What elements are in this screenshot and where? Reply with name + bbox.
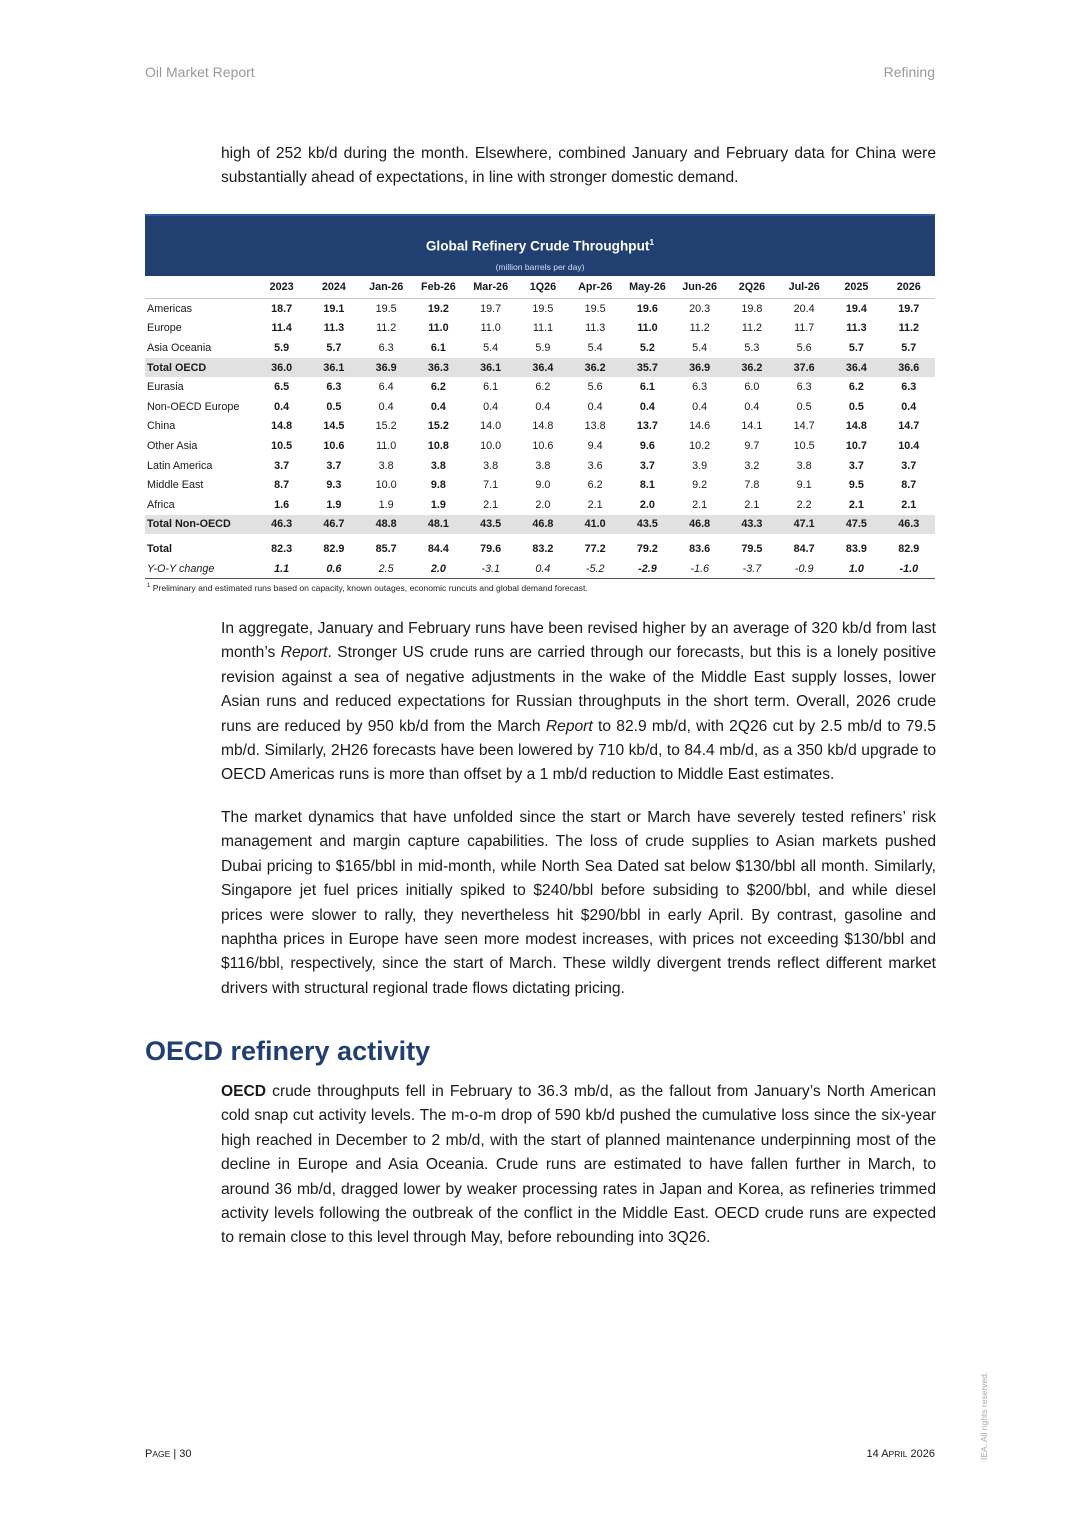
- table-cell: 77.2: [584, 542, 606, 555]
- table-cell: 2.0: [412, 559, 464, 579]
- table-cell: 36.3: [412, 358, 464, 378]
- table-cell: 2.2: [796, 498, 812, 511]
- table-cell: 9.5: [848, 479, 864, 492]
- table-header-row: [145, 276, 935, 299]
- table-cell: 46.7: [308, 515, 360, 535]
- table-cell: 84.4: [427, 542, 449, 555]
- table-row: [145, 495, 935, 515]
- table-cell: 5.6: [796, 341, 812, 354]
- column-header: Jul-26: [778, 276, 830, 299]
- table-cell: 0.4: [517, 559, 569, 579]
- table-cell: 0.4: [274, 400, 290, 413]
- table-cell: 19.7: [480, 302, 502, 315]
- oecd-activity-paragraph: OECD crude throughputs fell in February to 36.3 mb/d, as the fallout from January’s North American cold snap cut activity levels. The m-o-m drop of 590 kb/d pushed the cumulative loss since the six-year high reached in December to 2 mb/d, with the start of planned maintenance underpinning most of the decline in Europe and Asia Oceania. Crude runs are estimated to have fallen further in March, to around 36 mb/d, dragged lower by weaker processing rates in Japan and Korea, as refineries trimmed activity levels following the outbreak of the conflict in the Middle East. OECD crude runs are expected to remain close to this level through May, before rebounding into 3Q26.: [221, 1083, 936, 1247]
- table-cell: 14.7: [793, 420, 815, 433]
- table-cell: 0.4: [430, 400, 446, 413]
- table-cell: 13.7: [636, 420, 658, 433]
- table-cell: 83.6: [689, 542, 711, 555]
- column-header: Apr-26: [569, 276, 621, 299]
- row-label: Total: [147, 542, 172, 555]
- report-date: 14 APRIL 2026: [866, 1448, 935, 1460]
- row-label: Total Non-OECD: [145, 515, 256, 535]
- table-cell: 0.4: [378, 400, 394, 413]
- table-cell: 6.1: [430, 341, 446, 354]
- row-label: Total OECD: [145, 358, 256, 378]
- column-header: May-26: [621, 276, 673, 299]
- table-cell: 1.1: [256, 559, 308, 579]
- table-cell: 36.2: [726, 358, 778, 378]
- table-cell: 2.1: [483, 498, 499, 511]
- table-row: [145, 515, 935, 535]
- table-cell: 47.1: [778, 515, 830, 535]
- table-cell: 14.1: [741, 420, 763, 433]
- table-row: [145, 358, 935, 378]
- table-cell: 5.7: [326, 341, 342, 354]
- table-cell: 1.9: [326, 498, 342, 511]
- aggregate-paragraph: In aggregate, January and February runs have been revised higher by an average of 320 kb/d from last month’s Report. Stronger US crude runs are carried through our forecasts, but this is a lonely positive revision against a sea of negative adjustments in the wake of the Middle East supply losses, lower Asian runs and reduced expectations for Russian throughputs in the short term. Overall, 2026 crude runs are reduced by 950 kb/d from the March Report to 82.9 mb/d, with 2Q26 cut by 2.5 mb/d to 79.5 mb/d. Similarly, 2H26 forecasts have been lowered by 710 kb/d, to 84.4 mb/d, as a 350 kb/d upgrade to OECD Americas runs is more than offset by a 1 mb/d reduction to Middle East estimates.: [221, 620, 936, 784]
- table-cell: 11.0: [637, 322, 658, 335]
- table-cell: 10.0: [375, 479, 397, 492]
- table-cell: 19.5: [584, 302, 606, 315]
- table-cell: 46.8: [674, 515, 726, 535]
- table-cell: 11.3: [846, 322, 867, 335]
- column-header: 2024: [308, 276, 360, 299]
- table-cell: 79.5: [741, 542, 763, 555]
- throughput-data-table: [145, 276, 935, 579]
- table-cell: 15.2: [427, 420, 449, 433]
- table-cell: 79.2: [636, 542, 658, 555]
- table-cell: -3.1: [465, 559, 517, 579]
- table-cell: 11.2: [689, 322, 710, 335]
- table-cell: 36.9: [674, 358, 726, 378]
- table-cell: 46.3: [883, 515, 935, 535]
- table-cell: 82.9: [898, 542, 920, 555]
- column-header: Jan-26: [360, 276, 412, 299]
- page-number: PAGE | 30: [145, 1448, 192, 1460]
- table-cell: 3.6: [587, 459, 603, 472]
- table-cell: 9.0: [535, 479, 551, 492]
- table-cell: 7.1: [483, 479, 499, 492]
- table-cell: 9.8: [430, 479, 446, 492]
- table-cell: 3.7: [274, 459, 290, 472]
- table-cell: 5.9: [274, 341, 290, 354]
- table-cell: 5.3: [744, 341, 760, 354]
- table-cell: 0.4: [901, 400, 917, 413]
- table-cell: -1.0: [883, 559, 935, 579]
- column-header: 2023: [256, 276, 308, 299]
- table-cell: 11.0: [428, 322, 449, 335]
- table-cell: 85.7: [375, 542, 397, 555]
- column-header: 2Q26: [726, 276, 778, 299]
- table-row: [145, 299, 935, 319]
- table-cell: 3.7: [848, 459, 864, 472]
- table-cell: 11.3: [585, 322, 606, 335]
- table-cell: 11.2: [376, 322, 397, 335]
- table-cell: 9.2: [692, 479, 708, 492]
- table-cell: 6.2: [535, 381, 551, 394]
- table-cell: 10.5: [793, 439, 815, 452]
- table-cell: 19.7: [898, 302, 920, 315]
- table-cell: 19.5: [375, 302, 397, 315]
- table-cell: 10.7: [845, 439, 867, 452]
- table-cell: 6.3: [692, 381, 708, 394]
- table-cell: 9.1: [796, 479, 812, 492]
- table-cell: 20.4: [793, 302, 815, 315]
- row-label: Europe: [147, 322, 182, 335]
- table-cell: 3.8: [378, 459, 394, 472]
- table-cell: 37.6: [778, 358, 830, 378]
- table-cell: -0.9: [778, 559, 830, 579]
- table-cell: 36.6: [883, 358, 935, 378]
- table-row: [145, 338, 935, 358]
- table-cell: 83.2: [532, 542, 554, 555]
- table-cell: 1.9: [378, 498, 394, 511]
- table-cell: 14.0: [480, 420, 502, 433]
- table-cell: 9.4: [587, 439, 603, 452]
- table-cell: 19.5: [532, 302, 554, 315]
- table-cell: 6.2: [587, 479, 603, 492]
- table-cell: 3.8: [535, 459, 551, 472]
- table-row: [145, 534, 935, 559]
- refinery-throughput-table: [145, 214, 935, 593]
- table-cell: 8.1: [639, 479, 655, 492]
- table-cell: 3.8: [796, 459, 812, 472]
- table-cell: -2.9: [621, 559, 673, 579]
- table-cell: 11.7: [794, 322, 815, 335]
- table-cell: 1.0: [830, 559, 882, 579]
- table-cell: 41.0: [569, 515, 621, 535]
- table-cell: 2.5: [360, 559, 412, 579]
- row-label: Non-OECD Europe: [147, 400, 240, 413]
- section-name: Refining: [883, 64, 935, 80]
- table-cell: 8.7: [901, 479, 917, 492]
- copyright-note: IEA. All rights reserved.: [979, 1371, 989, 1460]
- table-cell: 19.6: [636, 302, 658, 315]
- table-cell: 36.0: [256, 358, 308, 378]
- table-cell: 10.5: [271, 439, 293, 452]
- table-cell: 0.4: [692, 400, 708, 413]
- table-cell: -5.2: [569, 559, 621, 579]
- table-row: [145, 559, 935, 579]
- table-cell: 19.8: [741, 302, 763, 315]
- column-header: 1Q26: [517, 276, 569, 299]
- table-cell: 2.1: [692, 498, 708, 511]
- row-label: Other Asia: [147, 439, 198, 452]
- table-cell: 36.1: [308, 358, 360, 378]
- table-cell: 3.8: [430, 459, 446, 472]
- table-cell: 6.5: [274, 381, 290, 394]
- table-cell: 19.4: [845, 302, 867, 315]
- table-cell: 5.7: [848, 341, 864, 354]
- table-row: [145, 377, 935, 397]
- table-cell: 0.5: [326, 400, 342, 413]
- table-row: [145, 319, 935, 339]
- table-cell: 83.9: [845, 542, 867, 555]
- table-cell: 3.7: [326, 459, 342, 472]
- column-header: 2025: [830, 276, 882, 299]
- table-cell: 2.1: [744, 498, 760, 511]
- table-cell: 2.0: [639, 498, 655, 511]
- table-cell: 11.2: [741, 322, 763, 335]
- table-cell: 14.7: [898, 420, 920, 433]
- table-title: Global Refinery Crude Throughput$^1$: [425, 237, 655, 254]
- row-label: China: [147, 420, 176, 433]
- table-cell: 47.5: [830, 515, 882, 535]
- table-row: [145, 475, 935, 495]
- table-cell: 36.1: [465, 358, 517, 378]
- table-cell: 36.9: [360, 358, 412, 378]
- table-cell: 46.8: [517, 515, 569, 535]
- table-cell: 3.7: [901, 459, 917, 472]
- table-cell: 3.9: [692, 459, 708, 472]
- table-cell: 13.8: [584, 420, 606, 433]
- market-dynamics-paragraph: The market dynamics that have unfolded since the start or March have severely tested refiners’ risk management and margin capture capabilities. The loss of crude supplies to Asian markets pushed Dubai pricing to $165/bbl in mid-month, while North Sea Dated sat below $130/bbl all month. Similarly, Singapore jet fuel prices initially spiked to $240/bbl before subsiding to $200/bbl, and while diesel prices were slower to rally, they nevertheless hit $290/bbl in early April. By contrast, gasoline and naphtha prices in Europe have seen more modest increases, with prices not exceeding $130/bbl and $116/bbl, respectively, since the start of March. These wildly divergent trends reflect different market drivers with structural regional trade flows dictating pricing.: [221, 809, 936, 997]
- table-cell: 5.4: [692, 341, 708, 354]
- table-row: [145, 436, 935, 456]
- table-cell: 14.8: [532, 420, 554, 433]
- table-cell: 15.2: [375, 420, 397, 433]
- table-cell: 14.6: [689, 420, 711, 433]
- table-cell: 11.0: [480, 322, 501, 335]
- table-cell: 0.4: [587, 400, 603, 413]
- table-cell: 0.4: [535, 400, 551, 413]
- table-cell: 10.2: [689, 439, 711, 452]
- table-cell: 82.3: [271, 542, 293, 555]
- table-cell: 0.4: [639, 400, 655, 413]
- table-cell: 48.1: [412, 515, 464, 535]
- table-cell: 14.8: [271, 420, 293, 433]
- table-cell: 5.6: [587, 381, 603, 394]
- table-cell: 0.4: [483, 400, 499, 413]
- table-cell: 9.6: [639, 439, 655, 452]
- table-cell: 43.5: [465, 515, 517, 535]
- table-cell: 2.1: [587, 498, 603, 511]
- table-cell: 48.8: [360, 515, 412, 535]
- table-cell: 3.8: [483, 459, 499, 472]
- table-cell: 0.4: [744, 400, 760, 413]
- table-cell: 0.6: [308, 559, 360, 579]
- table-cell: 2.1: [901, 498, 917, 511]
- intro-paragraph: high of 252 kb/d during the month. Elsewhere, combined January and February data for China were substantially ahead of expectations, in line with stronger domestic demand.: [221, 145, 936, 187]
- row-label: Middle East: [147, 479, 204, 492]
- table-cell: 6.3: [378, 341, 394, 354]
- table-cell: 36.4: [517, 358, 569, 378]
- table-cell: 3.2: [744, 459, 760, 472]
- table-cell: 11.2: [898, 322, 919, 335]
- section-heading: OECD refinery activity: [145, 1036, 431, 1066]
- table-cell: 7.8: [744, 479, 760, 492]
- table-cell: 6.3: [901, 381, 917, 394]
- table-cell: 1.9: [430, 498, 446, 511]
- table-cell: 0.5: [848, 400, 864, 413]
- table-cell: 9.7: [744, 439, 760, 452]
- table-cell: 2.0: [535, 498, 551, 511]
- table-cell: 11.0: [376, 439, 397, 452]
- table-cell: 1.6: [274, 498, 290, 511]
- table-cell: 36.4: [830, 358, 882, 378]
- table-row: [145, 417, 935, 437]
- table-cell: 46.3: [256, 515, 308, 535]
- table-cell: 11.4: [271, 322, 292, 335]
- table-cell: 10.4: [898, 439, 920, 452]
- column-header: Feb-26: [412, 276, 464, 299]
- table-cell: 10.8: [427, 439, 449, 452]
- table-cell: 20.3: [689, 302, 711, 315]
- row-label: Latin America: [147, 459, 213, 472]
- table-cell: 11.1: [532, 322, 554, 335]
- table-cell: 2.1: [848, 498, 864, 511]
- table-cell: 10.0: [480, 439, 502, 452]
- table-cell: 43.3: [726, 515, 778, 535]
- table-cell: 79.6: [480, 542, 502, 555]
- table-cell: 10.6: [323, 439, 345, 452]
- row-label: Y-O-Y change: [145, 559, 256, 579]
- table-cell: 18.7: [271, 302, 293, 315]
- table-cell: 6.1: [639, 381, 655, 394]
- table-row: [145, 397, 935, 417]
- table-cell: 14.5: [323, 420, 345, 433]
- table-cell: 11.3: [323, 322, 345, 335]
- table-cell: 82.9: [323, 542, 345, 555]
- table-footnote: $^1$ Preliminary and estimated runs based on capacity, known outages, economic runcuts and global demand forecast.: [147, 583, 588, 594]
- table-cell: 6.0: [744, 381, 760, 394]
- table-cell: 6.2: [848, 381, 864, 394]
- row-label: Americas: [147, 302, 192, 315]
- table-cell: 5.4: [483, 341, 499, 354]
- table-row: [145, 456, 935, 476]
- table-cell: 43.5: [621, 515, 673, 535]
- table-cell: -3.7: [726, 559, 778, 579]
- table-cell: 35.7: [621, 358, 673, 378]
- table-cell: 10.6: [532, 439, 554, 452]
- row-label: Asia Oceania: [147, 341, 212, 354]
- column-header: 2026: [883, 276, 935, 299]
- table-subtitle: (million barrels per day): [495, 262, 585, 272]
- table-cell: 6.2: [430, 381, 446, 394]
- column-header: Jun-26: [674, 276, 726, 299]
- column-header: Mar-26: [465, 276, 517, 299]
- table-cell: 19.1: [323, 302, 345, 315]
- table-cell: 84.7: [793, 542, 815, 555]
- table-cell: 0.5: [796, 400, 812, 413]
- table-cell: 5.7: [901, 341, 917, 354]
- table-corner: [145, 276, 256, 299]
- table-cell: 8.7: [274, 479, 290, 492]
- table-cell: 36.2: [569, 358, 621, 378]
- table-title-footnote-marker: 1: [649, 237, 655, 247]
- table-cell: 14.8: [845, 420, 867, 433]
- table-cell: 5.9: [535, 341, 551, 354]
- table-cell: 5.2: [639, 341, 655, 354]
- row-label: Africa: [147, 498, 175, 511]
- table-cell: 6.4: [378, 381, 394, 394]
- table-cell: 6.3: [796, 381, 812, 394]
- report-title: Oil Market Report: [145, 64, 255, 80]
- table-cell: -1.6: [674, 559, 726, 579]
- table-cell: 3.7: [639, 459, 655, 472]
- row-label: Eurasia: [147, 381, 184, 394]
- table-cell: 6.3: [326, 381, 342, 394]
- table-cell: 6.1: [483, 381, 499, 394]
- table-cell: 19.2: [427, 302, 449, 315]
- table-cell: 9.3: [326, 479, 342, 492]
- table-cell: 5.4: [587, 341, 603, 354]
- table-banner: [145, 214, 935, 276]
